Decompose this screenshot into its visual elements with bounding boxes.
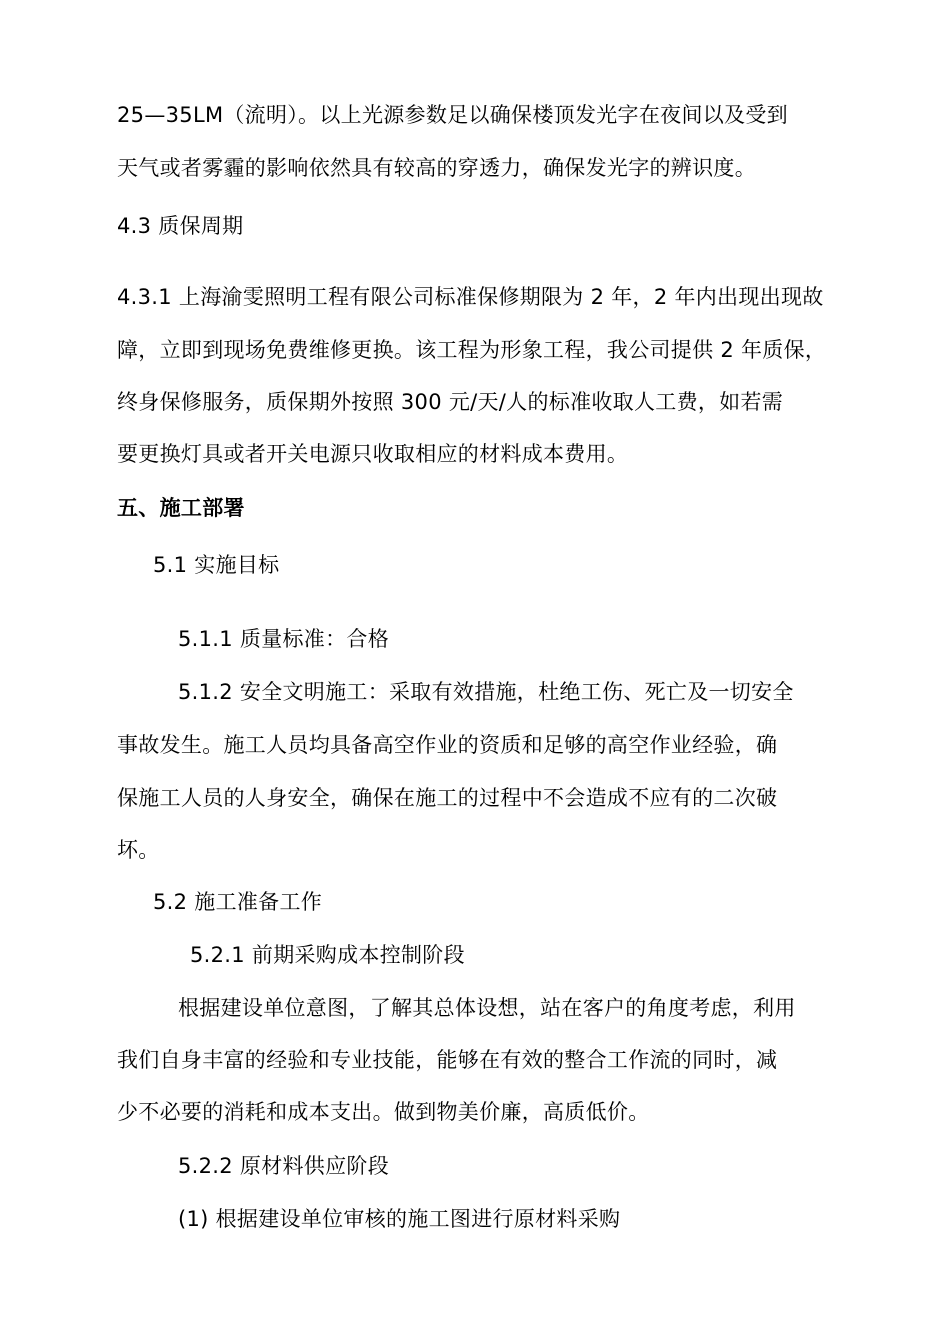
list-item: (1) 根据建设单位审核的施工图进行原材料采购 (178, 1207, 621, 1231)
chapter-heading: 五、施工部署 (117, 496, 245, 520)
section-heading: 5.1 实施目标 (153, 553, 280, 577)
paragraph-line: 少不必要的消耗和成本支出。做到物美价廉，高质低价。 (117, 1100, 650, 1124)
paragraph-line: 25—35LM（流明）。以上光源参数足以确保楼顶发光字在夜间以及受到 (117, 103, 788, 127)
paragraph-line: 天气或者雾霾的影响依然具有较高的穿透力，确保发光字的辨识度。 (117, 156, 756, 180)
paragraph-line: 5.1.2 安全文明施工：采取有效措施，杜绝工伤、死亡及一切安全 (178, 680, 794, 704)
paragraph-line: 4.3.1 上海渝雯照明工程有限公司标准保修期限为 2 年，2 年内出现出现故 (117, 285, 824, 309)
subsection-heading: 5.2.2 原材料供应阶段 (178, 1154, 390, 1178)
paragraph-line: 障，立即到现场免费维修更换。该工程为形象工程，我公司提供 2 年质保， (117, 338, 827, 362)
paragraph-line: 终身保修服务，质保期外按照 300 元/天/人的标准收取人工费，如若需 (117, 390, 784, 414)
paragraph-line: 坏。 (117, 838, 160, 862)
paragraph-line: 我们自身丰富的经验和专业技能，能够在有效的整合工作流的同时，减 (117, 1048, 778, 1072)
paragraph-line: 根据建设单位意图，了解其总体设想，站在客户的角度考虑，利用 (178, 996, 796, 1020)
subsection-heading: 5.2.1 前期采购成本控制阶段 (190, 943, 465, 967)
paragraph-line: 事故发生。施工人员均具备高空作业的资质和足够的高空作业经验，确 (117, 733, 778, 757)
section-heading: 4.3 质保周期 (117, 214, 244, 238)
paragraph-line: 要更换灯具或者开关电源只收取相应的材料成本费用。 (117, 442, 629, 466)
subsection-heading: 5.1.1 质量标准：合格 (178, 627, 390, 651)
paragraph-line: 保施工人员的人身安全，确保在施工的过程中不会造成不应有的二次破 (117, 786, 778, 810)
section-heading: 5.2 施工准备工作 (153, 890, 323, 914)
